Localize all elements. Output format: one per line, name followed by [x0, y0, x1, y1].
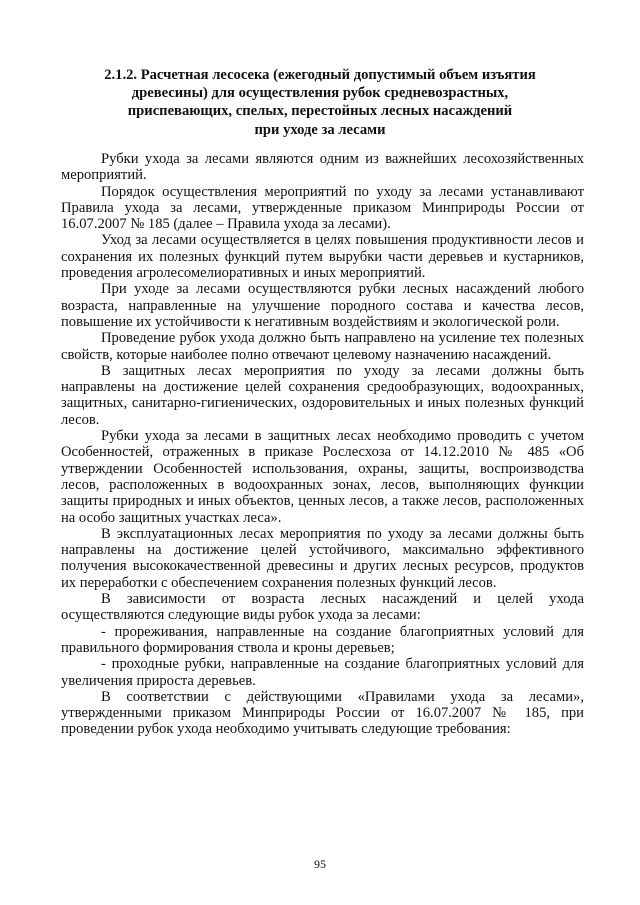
paragraph: Рубки ухода за лесами являются одним из важнейших лесохозяйственных мероприятий.	[61, 151, 584, 184]
paragraph: В эксплуатационных лесах мероприятия по уходу за лесами должны быть направлены на достижение целей устойчивого, максимально эффективного получения высококачественной древесины и других лесных ресурсов, продуктов их переработки с обеспечением сохранения полезных функций лесов.	[61, 525, 584, 591]
heading-line: 2.1.2. Расчетная лесосека (ежегодный допустимый объем изъятия	[104, 67, 536, 83]
body-text	[61, 151, 584, 738]
paragraph: Уход за лесами осуществляется в целях повышения продуктивности лесов и сохранения их полезных функций путем вырубки части деревьев и кустарников, проведения агролесомелиоративных и иных мероприятий.	[61, 232, 584, 282]
paragraph: При уходе за лесами осуществляются рубки лесных насаждений любого возраста, направленные на улучшение породного состава и качества лесов, повышение их устойчивости к негативным воздействиям и экологической роли.	[61, 281, 584, 330]
paragraph: Порядок осуществления мероприятий по уходу за лесами устанавливают Правила ухода за лесами, утвержденные приказом Минприроды России от 16.07.2007 № 185 (далее – Правила ухода за лесами).	[61, 183, 584, 233]
paragraph: Проведение рубок ухода должно быть направлено на усиление тех полезных свойств, которые наиболее полно отвечают целевому назначению насаждений.	[61, 330, 584, 363]
paragraph: В защитных лесах мероприятия по уходу за лесами должны быть направлены на достижение целей сохранения средообразующих, водоохранных, защитных, санитарно-гигиенических, оздоровительных и иных полезных функций лесов.	[61, 362, 584, 428]
list-item: - прореживания, направленные на создание благоприятных условий для правильного формирования ствола и кроны деревьев;	[61, 623, 584, 656]
section-heading	[92, 66, 548, 139]
list-item: - проходные рубки, направленные на создание благоприятных условий для увеличения прироста деревьев.	[61, 656, 584, 689]
paragraph: Рубки ухода за лесами в защитных лесах необходимо проводить с учетом Особенностей, отраженных в приказе Рослесхоза от 14.12.2010 № 485 «Об утверждении Особенностей использования, охраны, защиты, воспроизводства лесов, расположенных в водоохранных зонах, лесов, выполняющих функции защиты природных и иных объектов, ценных лесов, а также лесов, расположенных на особо защитных участках леса».	[61, 428, 584, 526]
paragraph: В соответствии с действующими «Правилами ухода за лесами», утвержденными приказом Минприроды России от 16.07.2007 № 185, при проведении рубок ухода необходимо учитывать следующие требования:	[61, 688, 584, 738]
page-number: 95	[314, 857, 326, 871]
heading-line: древесины) для осуществления рубок средневозрастных,	[131, 85, 509, 102]
paragraph: В зависимости от возраста лесных насаждений и целей ухода осуществляются следующие виды рубок ухода за лесами:	[61, 591, 584, 624]
heading-line: приспевающих, спелых, перестойных лесных насаждений	[127, 103, 513, 120]
heading-line: при уходе за лесами	[254, 121, 386, 138]
